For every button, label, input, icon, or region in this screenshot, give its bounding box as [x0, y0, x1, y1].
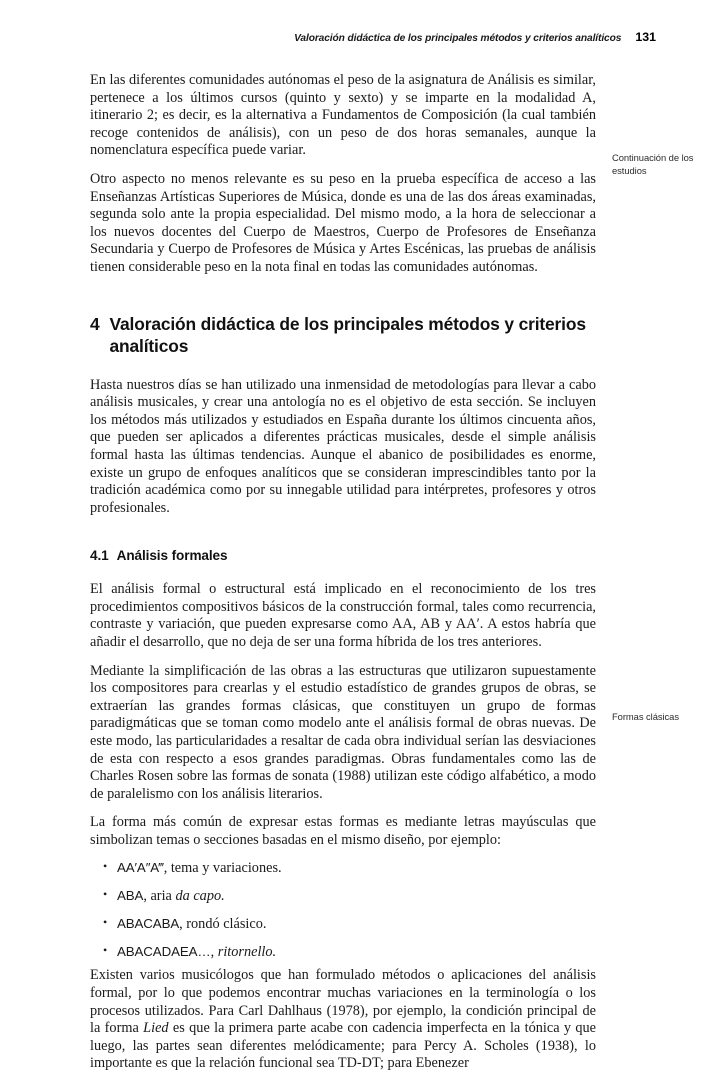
- paragraph-5: Mediante la simplificación de las obras a las estructuras que utilizaron supuestamente los compositores para crearlas y el estudio estadístico de grandes grupos de obras, se extraerían las grandes formas clásicas, que constituyen un grupo de formas paradigmáticas que se toman como modelo ante el análisis formal de obras nuevas. De este modo, las particularidades a resaltar de cada obra individual serían las desviaciones de esta con respecto a esos grandes paradigmas. Obras fundamentales como las de Charles Rosen sobre las formas de sonata (1988) utilizan este código alfabético, a modo de paralelismo con los análisis literarios.: [90, 662, 596, 802]
- paragraph-2: Otro aspecto no menos relevante es su peso en la prueba específica de acceso a las Enseñanzas Artísticas Superiores de Música, donde es una de las dos áreas examinadas, segunda solo ante la propia especialidad. Del mismo modo, a la hora de seleccionar a los nuevos docentes del Cuerpo de Maestros, Cuerpo de Profesores de Enseñanza Secundaria y Cuerpo de Profesores de Música y Artes Escénicas, las pruebas de análisis tienen considerable peso en la nota final en todas las comunidades autónomas.: [90, 170, 596, 275]
- form-examples-list: [90, 859, 596, 962]
- paragraph-7: [90, 967, 596, 1073]
- spacer: [90, 288, 596, 313]
- form-code: ABA: [117, 887, 144, 903]
- list-item: [90, 859, 596, 878]
- paragraph-4: El análisis formal o estructural está implicado en el reconocimiento de los tres procedimientos compositivos básicos de la construcción formal, tales como recurrencia, contraste y variación, que pueden expresarse como AA, AB y AA′. A estos habría que añadir el desarrollo, que no deja de ser una forma híbrida de los tres anteriores.: [90, 581, 596, 651]
- section-title: Valoración didáctica de los principales métodos y criterios analíticos: [109, 313, 586, 356]
- spacer: [90, 357, 596, 377]
- running-head: [90, 30, 656, 44]
- form-description: , aria: [143, 887, 176, 904]
- subsection-heading-4-1: [90, 547, 596, 565]
- list-item: [90, 943, 596, 962]
- form-description: , rondó clásico.: [179, 915, 267, 932]
- section-heading-4: [90, 313, 596, 357]
- margin-note-formas: Formas clásicas: [612, 711, 679, 722]
- page-number: 131: [635, 30, 656, 44]
- form-code: AA′A″A‴: [117, 859, 164, 875]
- paragraph-6: La forma más común de expresar estas formas es mediante letras mayúsculas que simbolizan temas o secciones basadas en el mismo diseño, por ejemplo:: [90, 814, 596, 848]
- form-code: ABACABA: [117, 915, 180, 931]
- paragraph-1: En las diferentes comunidades autónomas el peso de la asignatura de Análisis es similar, pertenece a los últimos cursos (quinto y sexto) y se imparte en la modalidad A, itinerario 2; es decir, es la alternativa a Fundamentos de Composición (la cual también recoge contenidos de análisis), con un peso de dos horas semanales, aunque la nomenclatura específica puede variar.: [90, 72, 596, 159]
- paragraph-7-term: Lied: [143, 1020, 169, 1037]
- spacer: [90, 528, 596, 547]
- paragraph-7-post: es que la primera parte acabe con cadencia imperfecta en la tónica y que luego, las partes sean diferentes melódicamente; para Percy A. Scholes (1938), lo importante es que la relación funcional sea TD-DT; para Ebenezer: [90, 1020, 596, 1072]
- spacer: [90, 565, 596, 581]
- running-head-title: Valoración didáctica de los principales métodos y criterios analíticos: [294, 33, 622, 44]
- text-column: [90, 72, 596, 1073]
- paragraph-7-pre: Existen varios musicólogos que han formulado métodos o aplicaciones del análisis formal, por lo que podemos encontrar muchas variaciones en la terminología o los procesos utilizados. Para Carl Dahlhaus (1978), por ejemplo, la condición principal de la forma: [90, 967, 596, 1037]
- section-number: 4: [90, 313, 100, 334]
- form-code: ABACADAEA…: [117, 943, 211, 959]
- subsection-title: Análisis formales: [116, 548, 228, 564]
- paragraph-3: Hasta nuestros días se han utilizado una inmensidad de metodologías para llevar a cabo análisis musicales, y crear una antología no es el objetivo de esta sección. Se incluyen los métodos más utilizados y estudiados en España durante los últimos cincuenta años, que pueden ser aplicados a diferentes prácticas musicales, desde el simple análisis formal hasta las últimas tendencias. Aunque el abanico de posibilidades es enorme, existe un grupo de enfoques analíticos que se consideran imprescindibles tanto por la tradición académica como por su innegable utilidad para intérpretes, profesores y otros profesionales.: [90, 376, 596, 516]
- form-description: ,: [210, 943, 218, 960]
- form-description-italic: da capo.: [175, 887, 225, 904]
- list-item: [90, 915, 596, 934]
- form-description-italic: ritornello.: [217, 943, 277, 960]
- list-item: [90, 887, 596, 906]
- subsection-number: 4.1: [90, 548, 109, 564]
- margin-note-continuacion: Continuación de los estudios: [612, 152, 694, 176]
- form-description: , tema y variaciones.: [163, 859, 282, 876]
